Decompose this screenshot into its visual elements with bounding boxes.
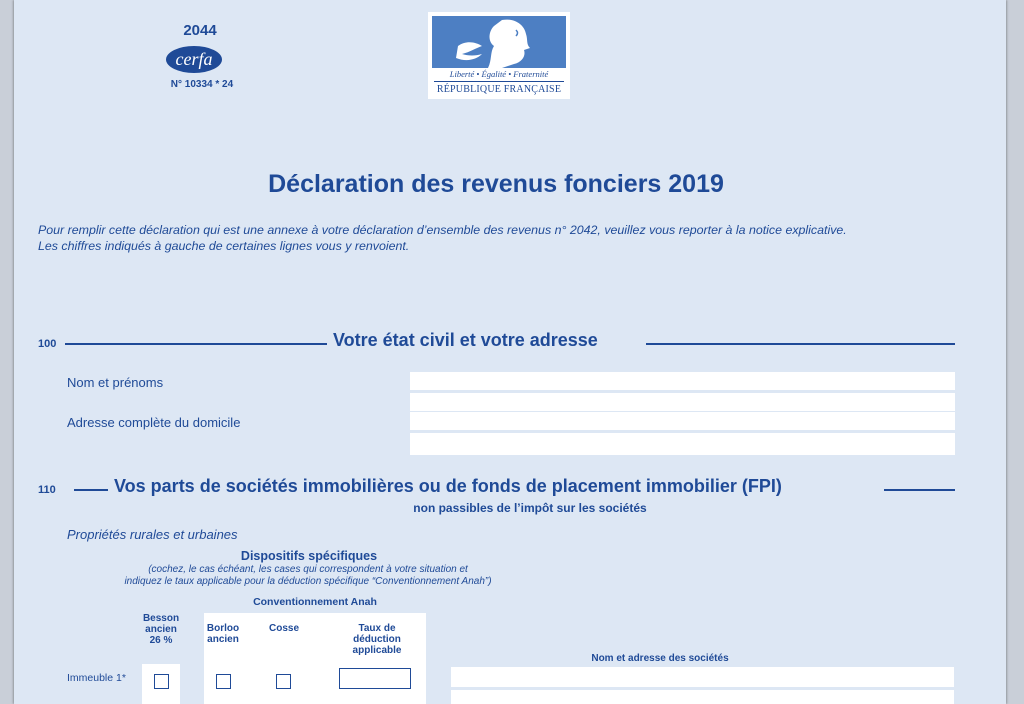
section-100-rule-left bbox=[65, 343, 327, 345]
form-number: 2044 bbox=[183, 22, 217, 39]
anah-label: Conventionnement Anah bbox=[253, 596, 377, 608]
section-110-number: 110 bbox=[38, 484, 56, 496]
col-besson-line-3: 26 % bbox=[149, 635, 173, 646]
societes-field-1[interactable] bbox=[451, 667, 954, 687]
col-borloo-line-2: ancien bbox=[207, 634, 239, 645]
besson-checkbox[interactable] bbox=[154, 674, 169, 689]
section-100-rule-right bbox=[646, 343, 955, 345]
dispositifs-title: Dispositifs spécifiques bbox=[240, 549, 378, 563]
col-besson-line-2: ancien bbox=[145, 624, 177, 635]
document-title: Déclaration des revenus fonciers 2019 bbox=[268, 170, 724, 198]
intro-line-1: Pour remplir cette déclaration qui est une annexe à votre déclaration d’ensemble des revenus n° 2042, veuillez vous reporter à la notice explicative. bbox=[38, 223, 847, 237]
col-borloo-header bbox=[200, 623, 246, 645]
cerfa-reference: N° 10334 * 24 bbox=[170, 79, 234, 90]
taux-input[interactable] bbox=[339, 668, 411, 689]
col-taux-line-1: Taux de bbox=[358, 623, 396, 634]
republic-motto: Liberté • Égalité • Fraternité bbox=[449, 69, 549, 79]
address-label: Adresse complète du domicile bbox=[67, 415, 241, 430]
marianne-logo bbox=[428, 12, 570, 99]
cosse-checkbox[interactable] bbox=[276, 674, 291, 689]
intro-line-2: Les chiffres indiqués à gauche de certaines lignes vous y renvoient. bbox=[38, 239, 410, 253]
dispositifs-note-line-1: (cochez, le cas échéant, les cases qui correspondent à votre situation et bbox=[148, 564, 468, 575]
dispositifs-note-line-2: indiquez le taux applicable pour la déduction spécifique “Conventionnement Anah”) bbox=[124, 576, 492, 587]
section-100-number: 100 bbox=[38, 338, 57, 350]
societes-field-2[interactable] bbox=[451, 690, 954, 704]
section-110-rule-right bbox=[884, 489, 955, 491]
col-besson-header bbox=[136, 613, 186, 646]
republic-name: RÉPUBLIQUE FRANÇAISE bbox=[436, 84, 562, 95]
col-taux-line-2: déduction bbox=[353, 634, 401, 645]
col-besson-line-1: Besson bbox=[142, 613, 180, 624]
intro-text bbox=[38, 222, 968, 254]
form-page bbox=[14, 0, 1006, 704]
section-110-title: Vos parts de sociétés immobilières ou de fonds de placement immobilier (FPI) bbox=[114, 476, 782, 496]
properties-label: Propriétés rurales et urbaines bbox=[67, 527, 238, 542]
marianne-flag-icon bbox=[432, 16, 566, 68]
row-1-label: Immeuble 1* bbox=[67, 672, 126, 684]
name-field[interactable] bbox=[410, 372, 955, 390]
col-taux-header bbox=[339, 623, 415, 656]
dispositifs-note bbox=[78, 564, 538, 588]
address-field-2[interactable] bbox=[410, 433, 955, 455]
section-110-rule-left bbox=[74, 489, 108, 491]
address-field[interactable] bbox=[410, 412, 955, 430]
section-110-subtitle: non passibles de l’impôt sur les sociétés bbox=[413, 501, 647, 515]
name-label: Nom et prénoms bbox=[67, 375, 164, 390]
section-100-title: Votre état civil et votre adresse bbox=[333, 330, 598, 350]
cerfa-logo: cerfa bbox=[166, 46, 222, 73]
borloo-checkbox[interactable] bbox=[216, 674, 231, 689]
col-borloo-line-1: Borloo bbox=[206, 623, 240, 634]
col-taux-line-3: applicable bbox=[352, 645, 402, 656]
col-cosse-header: Cosse bbox=[268, 623, 299, 634]
name-field-2[interactable] bbox=[410, 393, 955, 411]
col-societes-header: Nom et adresse des sociétés bbox=[591, 653, 729, 664]
logo-divider bbox=[434, 81, 564, 82]
